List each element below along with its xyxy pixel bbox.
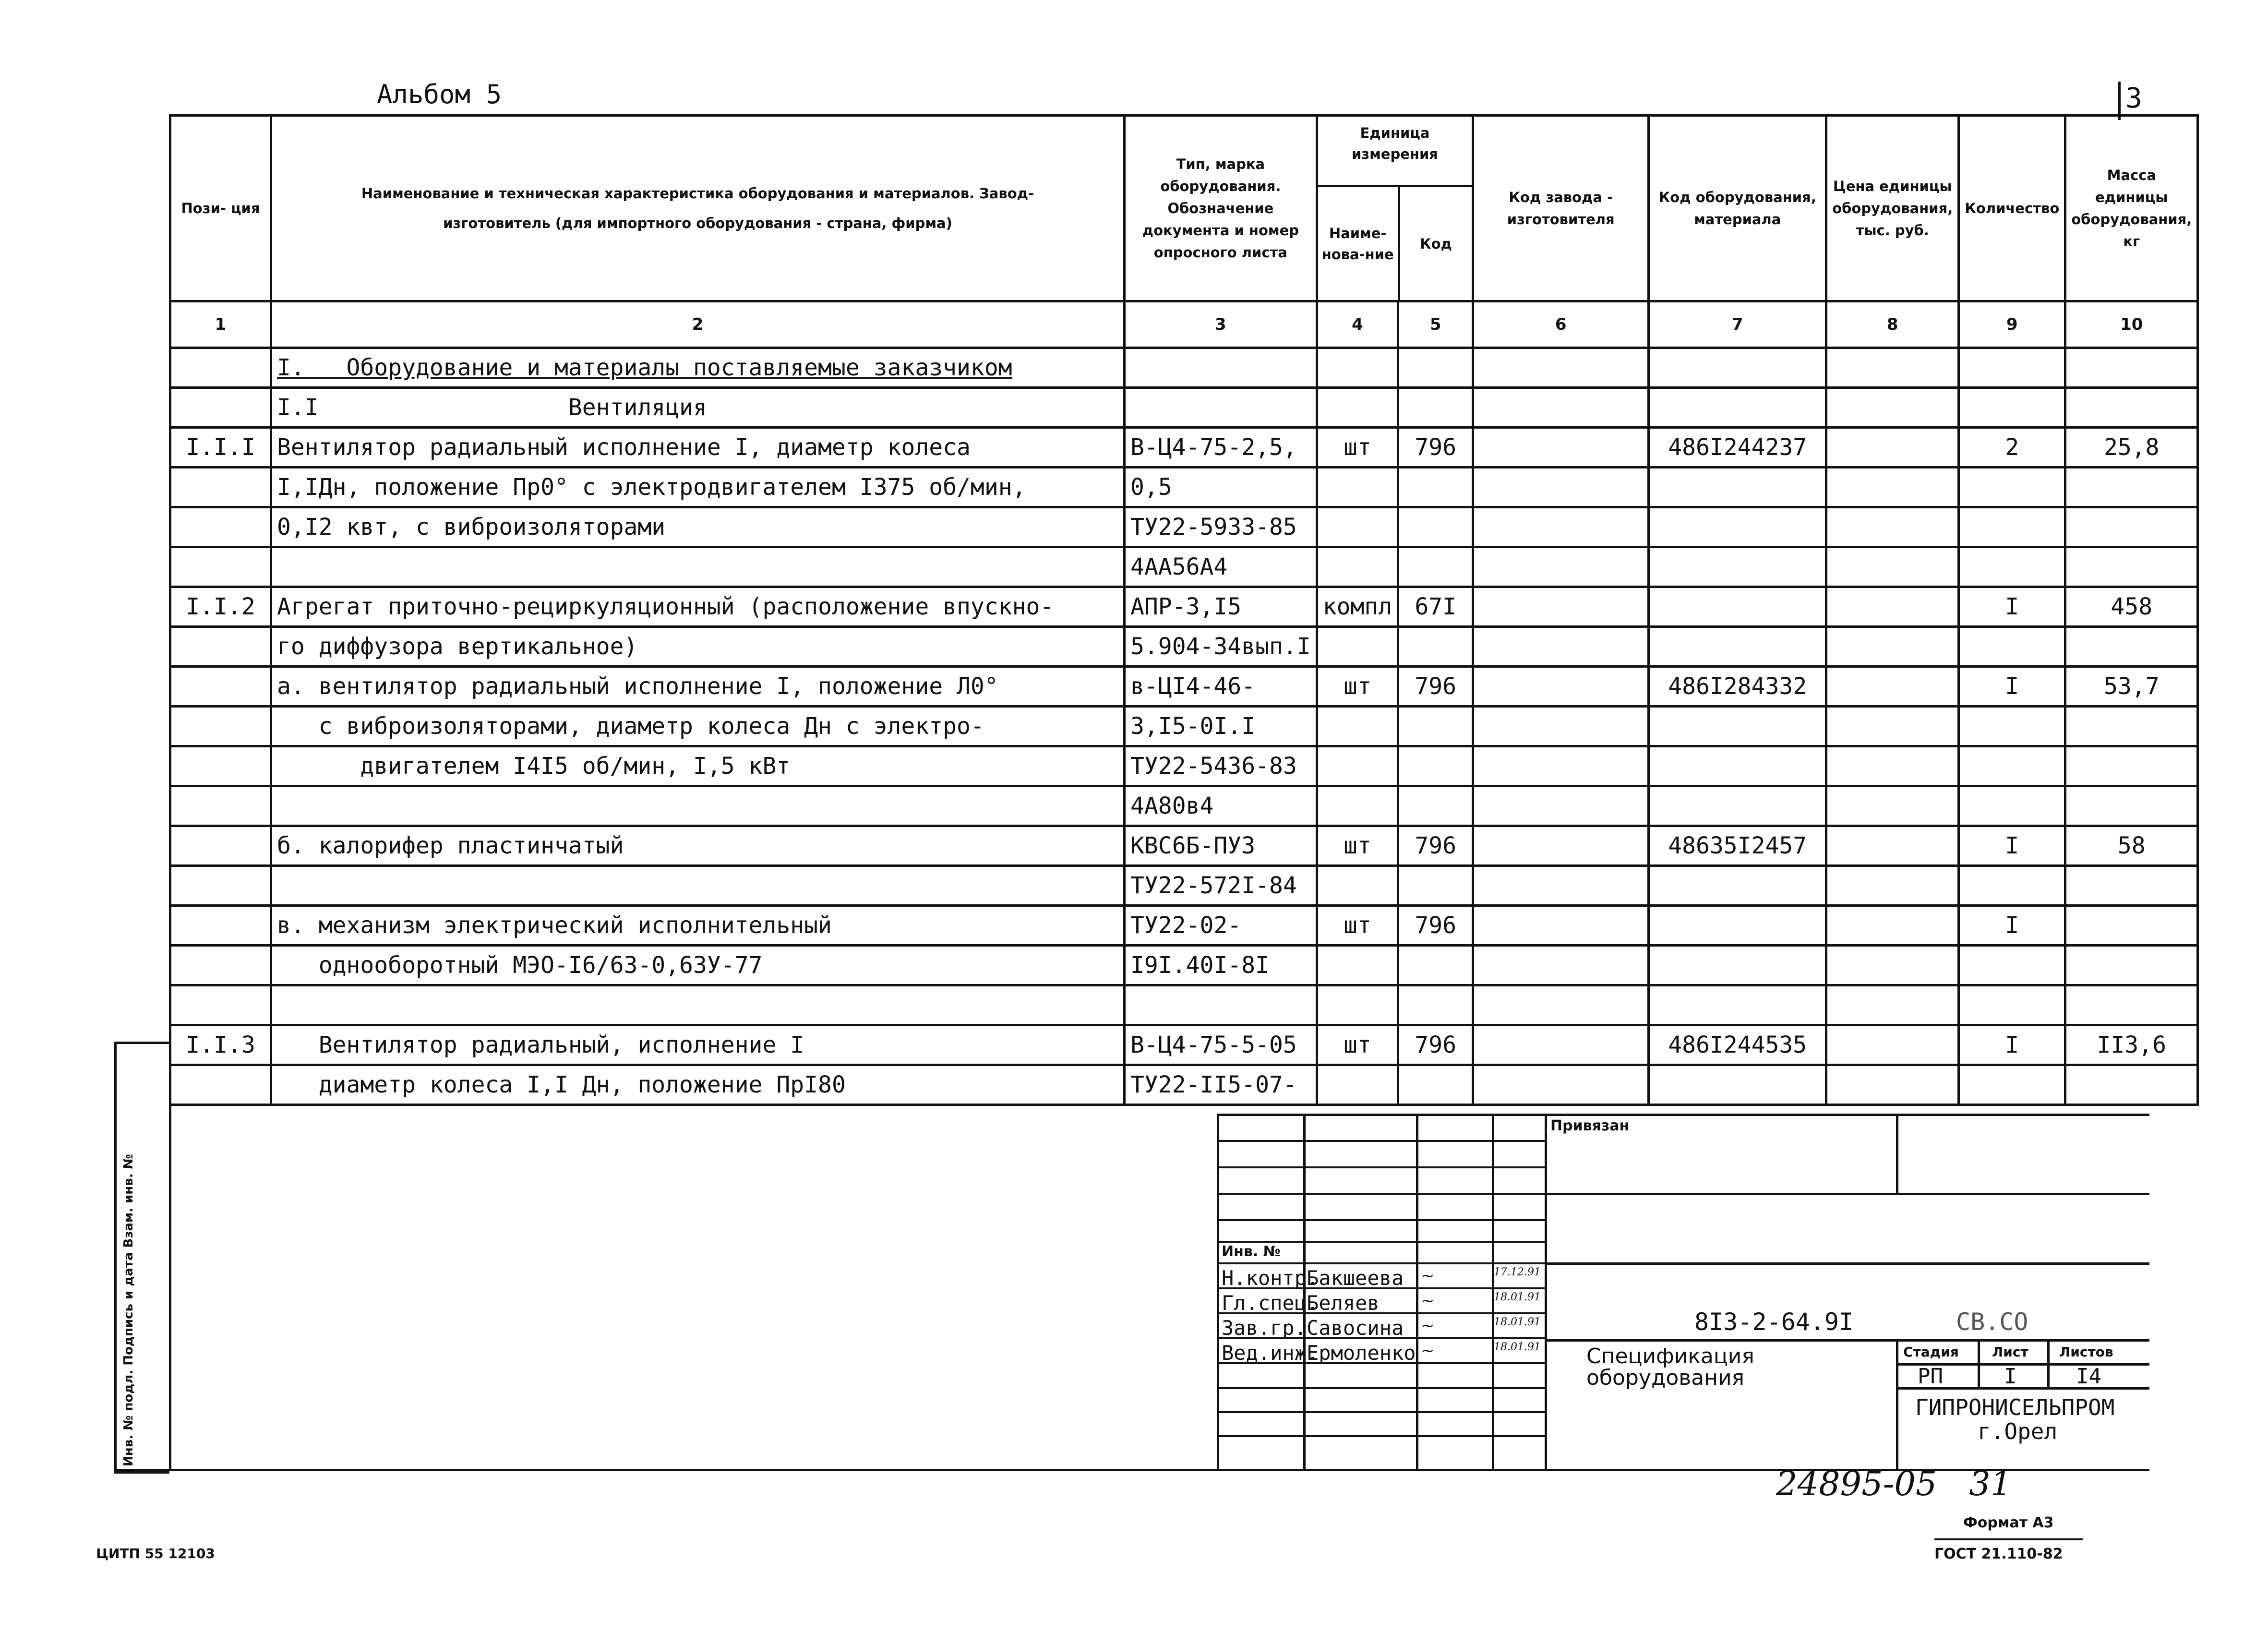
- inv-no-label: Инв. №: [1222, 1243, 1281, 1260]
- cell-mass: [2065, 348, 2198, 388]
- cell-pos: [170, 468, 271, 507]
- doc-title-1: Спецификация: [1586, 1344, 1754, 1368]
- format-label: Формат А3: [1963, 1514, 2054, 1531]
- cell-price: [1826, 587, 1959, 627]
- cell-qty: [1959, 348, 2065, 388]
- cell-type: КВС6Б-ПУЗ: [1125, 826, 1317, 866]
- cell-name: го диффузора вертикальное): [271, 627, 1125, 667]
- cell-type: В-Ц4-75-2,5,: [1125, 428, 1317, 468]
- cell-name: двигателем I4I5 об/мин, I,5 кВт: [271, 746, 1125, 786]
- cell-unit: [1317, 946, 1398, 985]
- cell-price: [1826, 348, 1959, 388]
- cell-type: 0,5: [1125, 468, 1317, 507]
- cell-name: б. калорифер пластинчатый: [271, 826, 1125, 866]
- table-row: [170, 388, 2198, 428]
- cell-ecode: 486I244237: [1649, 428, 1826, 468]
- bound-label: Привязан: [1550, 1117, 1630, 1134]
- sheet-value: I: [2004, 1364, 2017, 1389]
- column-number: 5: [1398, 301, 1473, 348]
- signature: ~: [1421, 1316, 1435, 1335]
- header-unit-group: Единица измерения Наиме-нова-ние Код: [1317, 116, 1473, 301]
- cell-type: ТУ22-5436-83: [1125, 746, 1317, 786]
- header-factory-code: Код завода - изготовителя: [1473, 116, 1649, 301]
- cell-name: диаметр колеса I,I Дн, положение ПрI80: [271, 1065, 1125, 1105]
- cell-mass: 53,7: [2065, 667, 2198, 707]
- cell-mass: [2065, 786, 2198, 826]
- cell-fcode: [1473, 667, 1649, 707]
- cell-unit: [1317, 388, 1398, 428]
- cell-type: ТУ22-II5-07-: [1125, 1065, 1317, 1105]
- cell-price: [1826, 866, 1959, 906]
- cell-mass: [2065, 547, 2198, 587]
- column-number: 1: [170, 301, 271, 348]
- cell-fcode: [1473, 348, 1649, 388]
- title-role-name: Ермоленко: [1307, 1341, 1416, 1365]
- cell-pos: [170, 906, 271, 946]
- cell-fcode: [1473, 388, 1649, 428]
- cell-fcode: [1473, 1065, 1649, 1105]
- cell-unit: шт: [1317, 826, 1398, 866]
- cell-name: 0,I2 квт, с виброизоляторами: [271, 507, 1125, 547]
- cell-type: ТУ22-572I-84: [1125, 866, 1317, 906]
- cell-ecode: [1649, 627, 1826, 667]
- table-row: [170, 1025, 2198, 1065]
- table-row: [170, 468, 2198, 507]
- cell-unit: [1317, 507, 1398, 547]
- cell-ucode: [1398, 946, 1473, 985]
- signature: ~: [1421, 1266, 1435, 1285]
- cell-mass: [2065, 1065, 2198, 1105]
- table-row: [170, 866, 2198, 906]
- cell-type: [1125, 348, 1317, 388]
- cell-type: 4А80в4: [1125, 786, 1317, 826]
- cell-fcode: [1473, 786, 1649, 826]
- cell-price: [1826, 985, 1959, 1025]
- cell-ucode: [1398, 985, 1473, 1025]
- cell-ucode: [1398, 507, 1473, 547]
- cell-unit: [1317, 1065, 1398, 1105]
- cell-price: [1826, 388, 1959, 428]
- cell-fcode: [1473, 906, 1649, 946]
- cell-ucode: [1398, 786, 1473, 826]
- column-number: 2: [271, 301, 1125, 348]
- cell-name: Вентилятор радиальный, исполнение I: [271, 1025, 1125, 1065]
- cell-pos: [170, 627, 271, 667]
- cell-ecode: 486I284332: [1649, 667, 1826, 707]
- doc-suffix: СВ.СО: [1956, 1308, 2028, 1336]
- cell-ecode: [1649, 746, 1826, 786]
- cell-name: [271, 786, 1125, 826]
- title-role-date: 17.12.91: [1494, 1266, 1541, 1278]
- table-row: [170, 627, 2198, 667]
- cell-ecode: [1649, 587, 1826, 627]
- cell-qty: [1959, 746, 2065, 786]
- cell-ecode: [1649, 946, 1826, 985]
- cell-ucode: [1398, 866, 1473, 906]
- column-number: 10: [2065, 301, 2198, 348]
- cell-fcode: [1473, 946, 1649, 985]
- cell-fcode: [1473, 587, 1649, 627]
- table-row: [170, 547, 2198, 587]
- left-margin-stamp: Инв. № подл. Подпись и дата Взам. инв. №: [114, 1042, 169, 1474]
- cell-pos: [170, 826, 271, 866]
- cell-unit: шт: [1317, 906, 1398, 946]
- cell-pos: [170, 348, 271, 388]
- cell-mass: [2065, 946, 2198, 985]
- cell-type: 3,I5-0I.I: [1125, 707, 1317, 746]
- cell-qty: [1959, 468, 2065, 507]
- title-role-role: Гл.спец.: [1222, 1291, 1319, 1315]
- cell-qty: I: [1959, 906, 2065, 946]
- org-name: ГИПРОНИСЕЛЬПРОМ: [1915, 1394, 2115, 1420]
- cell-type: в-ЦI4-46-: [1125, 667, 1317, 707]
- cell-ucode: [1398, 547, 1473, 587]
- cell-name: Агрегат приточно-рециркуляционный (расположение впускно-: [271, 587, 1125, 627]
- cell-price: [1826, 786, 1959, 826]
- cell-type: 5.904-34вып.I: [1125, 627, 1317, 667]
- cell-ucode: [1398, 388, 1473, 428]
- cell-fcode: [1473, 746, 1649, 786]
- title-role-date: 18.01.91: [1494, 1341, 1541, 1353]
- cell-mass: [2065, 507, 2198, 547]
- cell-qty: 2: [1959, 428, 2065, 468]
- cell-ucode: 796: [1398, 667, 1473, 707]
- title-role-name: Беляев: [1307, 1291, 1380, 1315]
- cell-ucode: [1398, 348, 1473, 388]
- table-row: [170, 587, 2198, 627]
- cell-pos: [170, 946, 271, 985]
- column-number: 4: [1317, 301, 1398, 348]
- cell-pos: [170, 985, 271, 1025]
- cell-qty: I: [1959, 1025, 2065, 1065]
- table-row: [170, 707, 2198, 746]
- cell-qty: [1959, 547, 2065, 587]
- cell-ecode: [1649, 468, 1826, 507]
- cell-mass: [2065, 746, 2198, 786]
- cell-fcode: [1473, 507, 1649, 547]
- column-number: 7: [1649, 301, 1826, 348]
- cell-price: [1826, 946, 1959, 985]
- title-role-role: Зав.гр.: [1222, 1316, 1307, 1340]
- header-price: Цена единицы оборудования, тыс. руб.: [1826, 116, 1959, 301]
- cell-name: I. Оборудование и материалы поставляемые заказчиком: [271, 348, 1125, 388]
- cell-pos: [170, 507, 271, 547]
- album-label: Альбом 5: [377, 79, 502, 109]
- cell-unit: [1317, 985, 1398, 1025]
- cell-fcode: [1473, 547, 1649, 587]
- cell-price: [1826, 627, 1959, 667]
- cell-price: [1826, 746, 1959, 786]
- cell-qty: I: [1959, 587, 2065, 627]
- cell-name: а. вентилятор радиальный исполнение I, положение Л0°: [271, 667, 1125, 707]
- sheets-label: Листов: [2059, 1344, 2113, 1360]
- cell-unit: [1317, 348, 1398, 388]
- cell-fcode: [1473, 707, 1649, 746]
- org-city: г.Орел: [1978, 1418, 2058, 1444]
- cell-mass: [2065, 468, 2198, 507]
- column-number: 8: [1826, 301, 1959, 348]
- cell-pos: [170, 866, 271, 906]
- cell-ucode: [1398, 707, 1473, 746]
- cell-name: [271, 547, 1125, 587]
- cell-ecode: [1649, 507, 1826, 547]
- cell-mass: 458: [2065, 587, 2198, 627]
- cell-qty: [1959, 985, 2065, 1025]
- cell-mass: 25,8: [2065, 428, 2198, 468]
- cell-type: В-Ц4-75-5-05: [1125, 1025, 1317, 1065]
- cell-ecode: [1649, 866, 1826, 906]
- cell-mass: 58: [2065, 826, 2198, 866]
- header-name: Наименование и техническая характеристика оборудования и материалов. Завод-изготовитель (для импортного оборудования - страна, фирма): [271, 116, 1125, 301]
- specification-table: [169, 114, 2199, 1106]
- sheet-label: Лист: [1992, 1344, 2028, 1360]
- cell-pos: [170, 746, 271, 786]
- cell-ucode: [1398, 746, 1473, 786]
- cell-type: ТУ22-5933-85: [1125, 507, 1317, 547]
- cell-fcode: [1473, 866, 1649, 906]
- cell-ecode: [1649, 786, 1826, 826]
- cell-ecode: [1649, 388, 1826, 428]
- column-number: 6: [1473, 301, 1649, 348]
- cell-type: 4АА56А4: [1125, 547, 1317, 587]
- header-unit-code: Код: [1419, 235, 1452, 252]
- cell-ecode: [1649, 348, 1826, 388]
- cell-ecode: [1649, 906, 1826, 946]
- bottom-left-code: ЦИТП 55 12103: [96, 1546, 215, 1561]
- cell-name: I,IДн, положение Пр0° с электродвигателем I375 об/мин,: [271, 468, 1125, 507]
- cell-unit: шт: [1317, 428, 1398, 468]
- table-header-row: [170, 116, 2198, 301]
- cell-ucode: 796: [1398, 906, 1473, 946]
- cell-fcode: [1473, 826, 1649, 866]
- title-role-role: Вед.инж.: [1222, 1341, 1319, 1365]
- table-row: [170, 746, 2198, 786]
- cell-ecode: [1649, 707, 1826, 746]
- handwritten-number: 24895-05 31: [1776, 1464, 2012, 1503]
- cell-ecode: 48635I2457: [1649, 826, 1826, 866]
- cell-type: I9I.40I-8I: [1125, 946, 1317, 985]
- cell-mass: [2065, 627, 2198, 667]
- cell-pos: [170, 786, 271, 826]
- doc-title-2: оборудования: [1586, 1366, 1745, 1390]
- cell-mass: [2065, 707, 2198, 746]
- cell-name: с виброизоляторами, диаметр колеса Дн с электро-: [271, 707, 1125, 746]
- cell-ucode: [1398, 468, 1473, 507]
- cell-mass: [2065, 866, 2198, 906]
- table-row: [170, 428, 2198, 468]
- sheets-value: I4: [2076, 1364, 2101, 1389]
- title-role-name: Бакшеева: [1307, 1266, 1404, 1290]
- table-row: [170, 946, 2198, 985]
- cell-price: [1826, 468, 1959, 507]
- cell-ecode: [1649, 1065, 1826, 1105]
- cell-pos: I.I.3: [170, 1025, 271, 1065]
- table-row: [170, 826, 2198, 866]
- title-role-date: 18.01.91: [1494, 1316, 1541, 1328]
- title-role-name: Савосина: [1307, 1316, 1404, 1340]
- cell-ucode: 796: [1398, 428, 1473, 468]
- cell-unit: шт: [1317, 1025, 1398, 1065]
- cell-pos: [170, 667, 271, 707]
- cell-ecode: [1649, 547, 1826, 587]
- cell-price: [1826, 826, 1959, 866]
- cell-pos: I.I.2: [170, 587, 271, 627]
- cell-unit: [1317, 547, 1398, 587]
- cell-qty: I: [1959, 667, 2065, 707]
- cell-mass: [2065, 906, 2198, 946]
- cell-pos: I.I.I: [170, 428, 271, 468]
- stage-value: РП: [1918, 1364, 1943, 1389]
- table-row: [170, 507, 2198, 547]
- header-unit-name: Наиме-нова-ние: [1318, 187, 1400, 300]
- cell-fcode: [1473, 627, 1649, 667]
- cell-qty: [1959, 946, 2065, 985]
- title-role-role: Н.контр.: [1222, 1266, 1319, 1290]
- cell-price: [1826, 1065, 1959, 1105]
- cell-fcode: [1473, 428, 1649, 468]
- cell-qty: [1959, 786, 2065, 826]
- header-type: Тип, марка оборудования. Обозначение документа и номер опросного листа: [1125, 116, 1317, 301]
- cell-name: [271, 866, 1125, 906]
- cell-type: ТУ22-02-: [1125, 906, 1317, 946]
- cell-qty: [1959, 866, 2065, 906]
- cell-unit: шт: [1317, 667, 1398, 707]
- header-qty: Количество: [1959, 116, 2065, 301]
- cell-pos: [170, 388, 271, 428]
- cell-price: [1826, 1025, 1959, 1065]
- cell-fcode: [1473, 985, 1649, 1025]
- cell-unit: [1317, 707, 1398, 746]
- cell-pos: [170, 547, 271, 587]
- cell-qty: I: [1959, 826, 2065, 866]
- cell-ucode: [1398, 627, 1473, 667]
- cell-price: [1826, 667, 1959, 707]
- cell-pos: [170, 1065, 271, 1105]
- cell-ucode: 796: [1398, 1025, 1473, 1065]
- signature: ~: [1421, 1341, 1435, 1360]
- cell-name: Вентилятор радиальный исполнение I, диаметр колеса: [271, 428, 1125, 468]
- cell-mass: II3,6: [2065, 1025, 2198, 1065]
- cell-price: [1826, 507, 1959, 547]
- cell-ucode: [1398, 1065, 1473, 1105]
- cell-qty: [1959, 627, 2065, 667]
- cell-ecode: [1649, 985, 1826, 1025]
- cell-name: I.I Вентиляция: [271, 388, 1125, 428]
- table-row: [170, 985, 2198, 1025]
- cell-fcode: [1473, 1025, 1649, 1065]
- cell-unit: компл: [1317, 587, 1398, 627]
- cell-qty: [1959, 507, 2065, 547]
- sheet-number: 3: [2125, 82, 2142, 114]
- table-row: [170, 906, 2198, 946]
- cell-mass: [2065, 388, 2198, 428]
- cell-qty: [1959, 388, 2065, 428]
- cell-mass: [2065, 985, 2198, 1025]
- column-number-row: [170, 301, 2198, 348]
- cell-ucode: 796: [1398, 826, 1473, 866]
- table-row: [170, 348, 2198, 388]
- column-number: 9: [1959, 301, 2065, 348]
- cell-unit: [1317, 468, 1398, 507]
- cell-ucode: 67I: [1398, 587, 1473, 627]
- cell-pos: [170, 707, 271, 746]
- cell-qty: [1959, 1065, 2065, 1105]
- cell-price: [1826, 428, 1959, 468]
- cell-unit: [1317, 866, 1398, 906]
- cell-type: [1125, 985, 1317, 1025]
- table-row: [170, 667, 2198, 707]
- title-role-date: 18.01.91: [1494, 1291, 1541, 1303]
- cell-type: [1125, 388, 1317, 428]
- cell-name: [271, 985, 1125, 1025]
- table-row: [170, 1065, 2198, 1105]
- cell-price: [1826, 547, 1959, 587]
- column-number: 3: [1125, 301, 1317, 348]
- cell-qty: [1959, 707, 2065, 746]
- cell-type: АПР-3,I5: [1125, 587, 1317, 627]
- cell-name: однооборотный МЭО-I6/63-0,63У-77: [271, 946, 1125, 985]
- cell-unit: [1317, 786, 1398, 826]
- gost-label: ГОСТ 21.110-82: [1934, 1546, 2063, 1562]
- table-row: [170, 786, 2198, 826]
- cell-unit: [1317, 746, 1398, 786]
- signature: ~: [1421, 1291, 1435, 1310]
- cell-price: [1826, 906, 1959, 946]
- header-mass: Масса единицы оборудования, кг: [2065, 116, 2198, 301]
- header-pos: Пози- ция: [170, 116, 271, 301]
- cell-name: в. механизм электрический исполнительный: [271, 906, 1125, 946]
- cell-ecode: 486I244535: [1649, 1025, 1826, 1065]
- cell-fcode: [1473, 468, 1649, 507]
- stage-label: Стадия: [1903, 1344, 1959, 1360]
- cell-unit: [1317, 627, 1398, 667]
- doc-code: 8I3-2-64.9I: [1694, 1308, 1854, 1336]
- cell-price: [1826, 707, 1959, 746]
- header-equip-code: Код оборудования, материала: [1649, 116, 1826, 301]
